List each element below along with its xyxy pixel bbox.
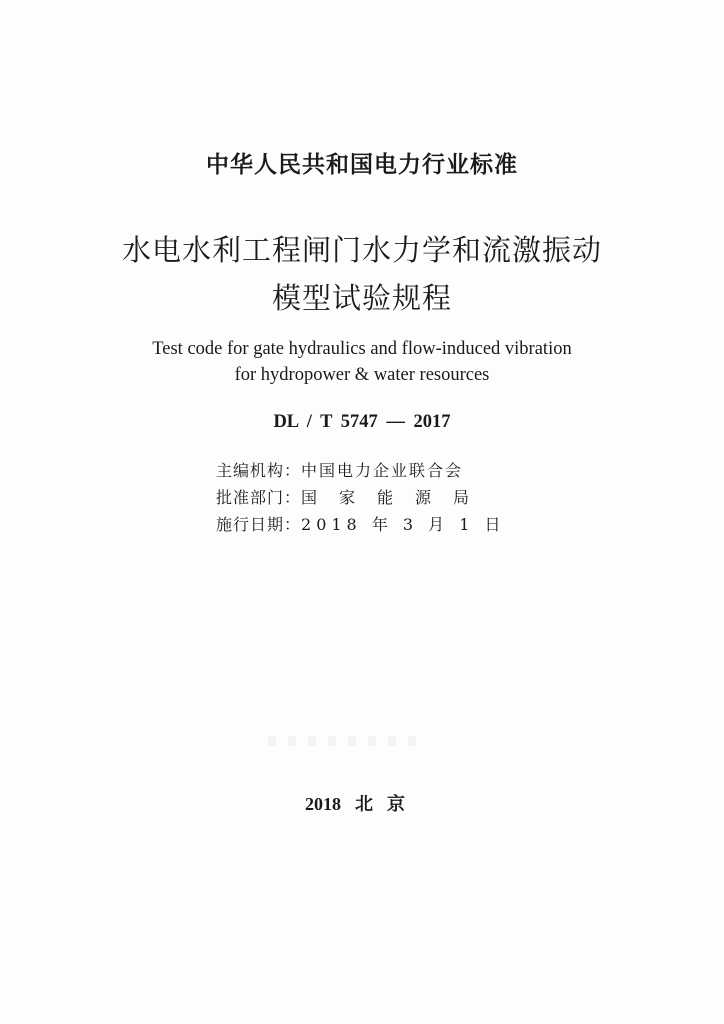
- editor-label: 主编机构：: [216, 461, 302, 480]
- effective-date-value: 2018 年 3 月 1 日: [301, 515, 506, 534]
- standard-number: DL / T 5747 — 2017: [273, 412, 451, 432]
- chinese-title-line-1: 水电水利工程闸门水力学和流激振动: [121, 233, 602, 267]
- effective-date-row: [216, 512, 516, 535]
- publication-line: [0, 790, 724, 816]
- editor-row: [216, 458, 516, 481]
- approver-value: 国家能源局: [301, 488, 492, 507]
- standard-series-title: 中华人民共和国电力行业标准: [206, 152, 518, 178]
- english-title-line-1: Test code for gate hydraulics and flow-induced vibration: [152, 339, 572, 359]
- approver-row: [216, 485, 516, 508]
- effective-date-label: 施行日期：: [216, 515, 302, 534]
- faint-watermark: [268, 736, 418, 746]
- publication-city: 北京: [355, 794, 419, 815]
- chinese-title-line-2: 模型试验规程: [271, 281, 452, 315]
- editor-value: 中国电力企业联合会: [301, 461, 464, 480]
- approver-label: 批准部门：: [216, 488, 302, 507]
- publication-year: 2018: [305, 794, 341, 814]
- english-title-line-2: for hydropower & water resources: [234, 365, 490, 385]
